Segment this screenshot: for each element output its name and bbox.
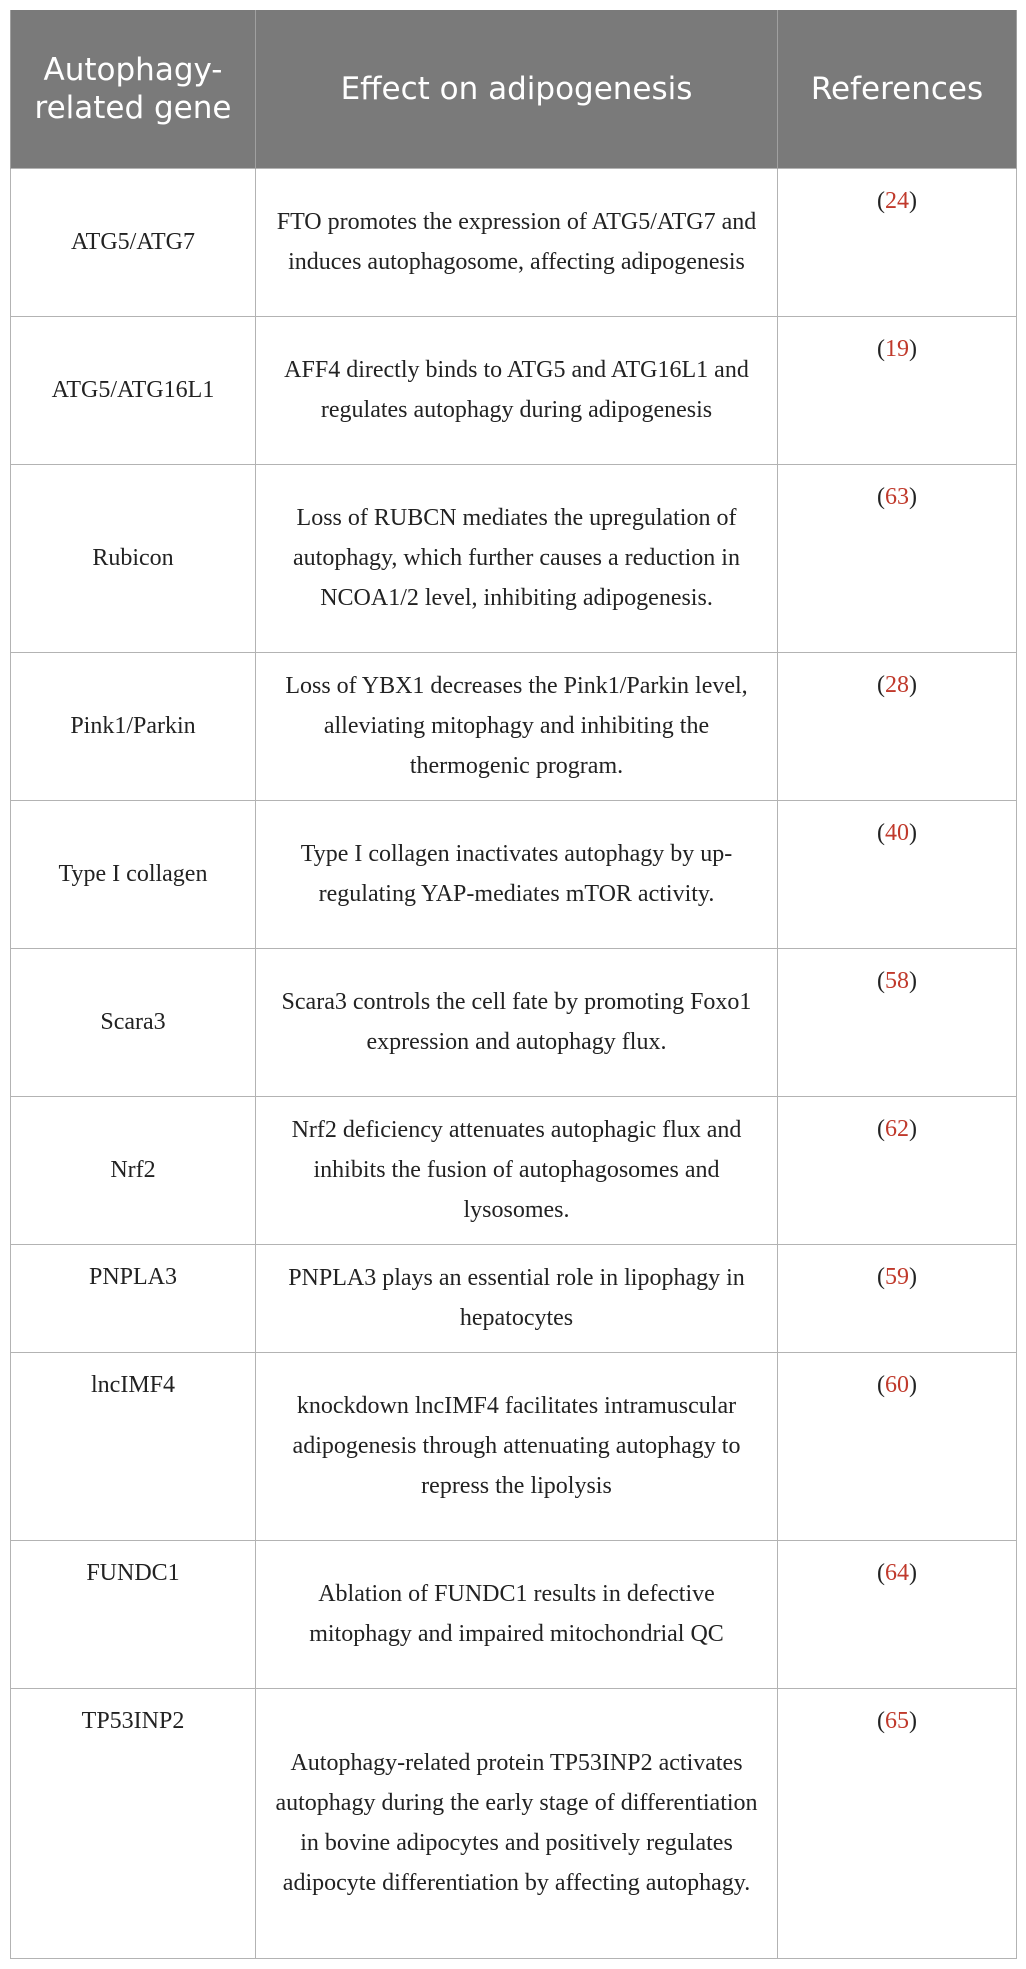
- reference-link[interactable]: 65: [885, 1707, 909, 1734]
- gene-cell: PNPLA3: [11, 1244, 256, 1352]
- reference-cell: (28): [778, 652, 1017, 800]
- reference-link[interactable]: 60: [885, 1371, 909, 1398]
- effect-cell: FTO promotes the expression of ATG5/ATG7 and induces autophagosome, affecting adipogenesis: [256, 168, 778, 316]
- gene-cell: Scara3: [11, 948, 256, 1096]
- gene-cell: lncIMF4: [11, 1352, 256, 1540]
- reference-link[interactable]: 58: [885, 967, 909, 994]
- reference-link[interactable]: 59: [885, 1263, 909, 1290]
- effect-cell: Loss of RUBCN mediates the upregulation of autophagy, which further causes a reduction in NCOA1/2 level, inhibiting adipogenesis.: [256, 464, 778, 652]
- reference-cell: (65): [778, 1688, 1017, 1958]
- table-row: [11, 652, 1017, 800]
- effect-cell: Type I collagen inactivates autophagy by up-regulating YAP-mediates mTOR activity.: [256, 800, 778, 948]
- gene-cell: FUNDC1: [11, 1540, 256, 1688]
- reference-cell: (60): [778, 1352, 1017, 1540]
- reference-cell: (63): [778, 464, 1017, 652]
- table-row: [11, 316, 1017, 464]
- gene-cell: Pink1/Parkin: [11, 652, 256, 800]
- table-row: [11, 1244, 1017, 1352]
- reference-cell: (40): [778, 800, 1017, 948]
- gene-cell: Nrf2: [11, 1096, 256, 1244]
- reference-cell: (19): [778, 316, 1017, 464]
- header-references: References: [778, 10, 1017, 168]
- effect-cell: knockdown lncIMF4 facilitates intramuscular adipogenesis through attenuating autophagy to repress the lipolysis: [256, 1352, 778, 1540]
- table-row: [11, 1096, 1017, 1244]
- reference-cell: (59): [778, 1244, 1017, 1352]
- table-row: [11, 464, 1017, 652]
- header-gene: Autophagy-related gene: [11, 10, 256, 168]
- reference-cell: (58): [778, 948, 1017, 1096]
- reference-link[interactable]: 28: [885, 671, 909, 698]
- effect-cell: Ablation of FUNDC1 results in defective mitophagy and impaired mitochondrial QC: [256, 1540, 778, 1688]
- effect-cell: Nrf2 deficiency attenuates autophagic flux and inhibits the fusion of autophagosomes and lysosomes.: [256, 1096, 778, 1244]
- effect-cell: Autophagy-related protein TP53INP2 activates autophagy during the early stage of differentiation in bovine adipocytes and positively regulates adipocyte differentiation by affecting autophagy.: [256, 1688, 778, 1958]
- gene-cell: Type I collagen: [11, 800, 256, 948]
- reference-link[interactable]: 24: [885, 187, 909, 214]
- gene-cell: Rubicon: [11, 464, 256, 652]
- table-row: [11, 1352, 1017, 1540]
- table-row: [11, 800, 1017, 948]
- effect-cell: PNPLA3 plays an essential role in lipophagy in hepatocytes: [256, 1244, 778, 1352]
- table-row: [11, 948, 1017, 1096]
- reference-link[interactable]: 63: [885, 483, 909, 510]
- reference-link[interactable]: 19: [885, 335, 909, 362]
- effect-cell: Loss of YBX1 decreases the Pink1/Parkin level, alleviating mitophagy and inhibiting the thermogenic program.: [256, 652, 778, 800]
- table-row: [11, 168, 1017, 316]
- gene-cell: ATG5/ATG16L1: [11, 316, 256, 464]
- header-effect: Effect on adipogenesis: [256, 10, 778, 168]
- reference-link[interactable]: 40: [885, 819, 909, 846]
- table-row: [11, 1540, 1017, 1688]
- reference-link[interactable]: 64: [885, 1559, 909, 1586]
- reference-link[interactable]: 62: [885, 1115, 909, 1142]
- gene-cell: ATG5/ATG7: [11, 168, 256, 316]
- table-header-row: [11, 10, 1017, 168]
- table-row: [11, 1688, 1017, 1958]
- gene-cell: TP53INP2: [11, 1688, 256, 1958]
- effect-cell: AFF4 directly binds to ATG5 and ATG16L1 and regulates autophagy during adipogenesis: [256, 316, 778, 464]
- effect-cell: Scara3 controls the cell fate by promoting Foxo1 expression and autophagy flux.: [256, 948, 778, 1096]
- reference-cell: (62): [778, 1096, 1017, 1244]
- autophagy-genes-table: [10, 10, 1017, 1959]
- reference-cell: (24): [778, 168, 1017, 316]
- reference-cell: (64): [778, 1540, 1017, 1688]
